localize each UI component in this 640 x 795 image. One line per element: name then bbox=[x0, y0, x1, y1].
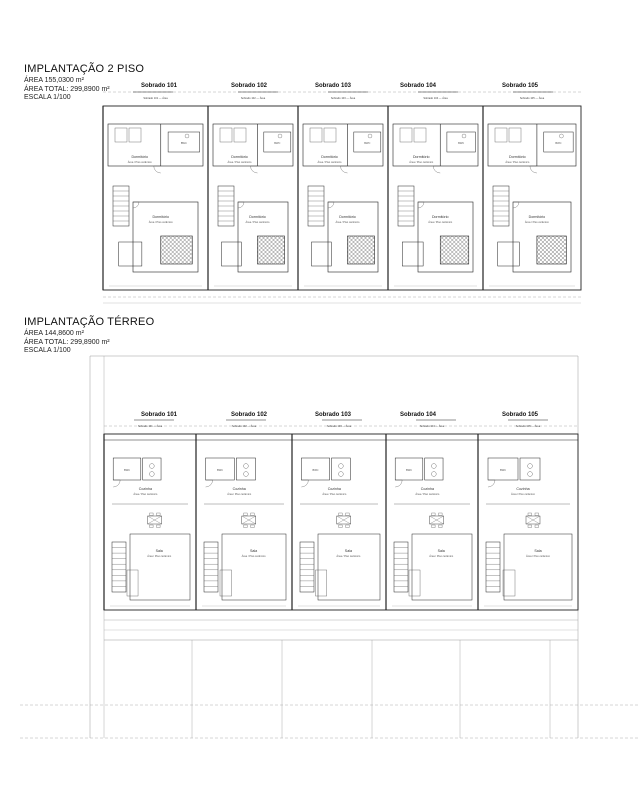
plan-rect bbox=[520, 458, 540, 480]
upper-unit-meta: Sobrado 104 — Área bbox=[423, 97, 448, 100]
door-swing bbox=[238, 202, 244, 208]
plan-rect bbox=[503, 570, 515, 596]
upper-room-back: Dormitório bbox=[339, 215, 356, 219]
plan-rect bbox=[432, 525, 436, 528]
upper-room-back: Dormitório bbox=[152, 215, 170, 219]
plan-rect bbox=[150, 513, 154, 516]
upper-room-front-sub: Área / Piso cerâmico bbox=[409, 161, 434, 164]
upper-bath-label: BWC bbox=[180, 142, 187, 145]
hatch-pattern bbox=[412, 236, 496, 264]
plan-rect bbox=[535, 513, 539, 516]
ground-unit-meta: Sobrado 101 — Área bbox=[137, 425, 163, 428]
ground-kitchen-label: Cozinha bbox=[232, 487, 246, 491]
upper-room-front-sub: Área / Piso cerâmico bbox=[127, 161, 152, 164]
ground-living-sub: Área / Piso cerâmico bbox=[241, 555, 266, 558]
plan-rect bbox=[150, 525, 154, 528]
upper-unit-103: Sobrado 103 bbox=[315, 83, 352, 89]
hatch-pattern bbox=[509, 236, 593, 264]
sink bbox=[528, 464, 533, 469]
door-swing bbox=[433, 166, 440, 173]
upper-floor-area: ÁREA 155,0300 m² bbox=[24, 77, 84, 84]
ground-unit-105: Sobrado 105 bbox=[502, 412, 539, 418]
plan-rect bbox=[119, 242, 142, 266]
plan-rect bbox=[204, 542, 218, 592]
plan-line bbox=[372, 236, 400, 264]
plan-rect bbox=[425, 458, 443, 480]
door-swing bbox=[251, 166, 258, 173]
upper-room-back-sub: Área / Piso cerâmico bbox=[428, 221, 453, 224]
sink bbox=[149, 472, 154, 477]
plan-rect bbox=[236, 458, 255, 480]
ground-kitchen-label: Cozinha bbox=[516, 487, 530, 491]
plan-rect bbox=[127, 570, 138, 596]
plan-line bbox=[230, 236, 258, 264]
plan-line bbox=[282, 236, 310, 264]
upper-room-front: Dormitório bbox=[231, 155, 248, 159]
plan-rect bbox=[439, 525, 443, 528]
ground-living-sub: Área / Piso cerâmico bbox=[336, 555, 361, 558]
plan-rect bbox=[486, 542, 500, 592]
plan-rect bbox=[504, 534, 572, 600]
ground-living-label: Sala bbox=[249, 549, 258, 553]
toilet bbox=[278, 134, 282, 138]
door-swing bbox=[513, 202, 519, 208]
plan-rect bbox=[244, 525, 248, 528]
plan-rect bbox=[331, 458, 350, 480]
ground-kitchen-sub: Área / Piso cerâmico bbox=[415, 493, 440, 496]
plan-rect bbox=[488, 124, 576, 166]
plan-rect bbox=[409, 570, 420, 596]
plan-rect bbox=[346, 525, 350, 528]
plan-rect bbox=[300, 542, 314, 592]
plan-line bbox=[282, 236, 310, 264]
upper-unit-105: Sobrado 105 bbox=[502, 83, 539, 89]
ground-floor-plan bbox=[20, 356, 640, 738]
ground-kitchen-sub: Área / Piso cerâmico bbox=[133, 493, 158, 496]
plan-rect bbox=[133, 202, 198, 272]
plan-rect bbox=[324, 128, 336, 142]
upper-unit-104 bbox=[388, 92, 496, 290]
upper-room-front: Dormitório bbox=[321, 155, 338, 159]
ground-floor-title: IMPLANTAÇÃO TÉRREO bbox=[24, 316, 155, 328]
sink bbox=[338, 464, 343, 469]
ground-unit-meta: Sobrado 104 — Área bbox=[419, 425, 445, 428]
upper-room-front-sub: Área / Piso cerâmico bbox=[317, 161, 342, 164]
plan-rect bbox=[412, 534, 472, 600]
ground-kitchen-label: Cozinha bbox=[420, 487, 434, 491]
upper-unit-101 bbox=[103, 92, 217, 290]
upper-unit-meta: Sobrado 102 — Área bbox=[240, 97, 266, 100]
upper-bath-label: BWC bbox=[364, 142, 371, 145]
plan-rect bbox=[310, 128, 322, 142]
ground-living-sub: Área / Piso cerâmico bbox=[429, 555, 454, 558]
plan-line bbox=[230, 236, 258, 264]
plan-line bbox=[320, 236, 348, 264]
plan-rect bbox=[528, 513, 532, 516]
plan-rect bbox=[509, 128, 521, 142]
plan-rect bbox=[394, 542, 408, 592]
plan-rect bbox=[535, 525, 539, 528]
door-swing bbox=[418, 202, 424, 208]
ground-bath-label: BWC bbox=[405, 469, 413, 472]
table-cross bbox=[337, 516, 351, 524]
upper-room-back: Dormitório bbox=[528, 215, 546, 219]
ground-unit-meta: Sobrado 103 — Área bbox=[326, 425, 352, 428]
plan-rect bbox=[251, 525, 255, 528]
plan-line bbox=[189, 236, 217, 264]
door-swing bbox=[206, 480, 213, 487]
ground-kitchen-label: Cozinha bbox=[327, 487, 341, 491]
plan-line bbox=[565, 236, 593, 264]
ground-living-label: Sala bbox=[344, 549, 353, 553]
door-swing bbox=[328, 202, 334, 208]
upper-unit-102 bbox=[208, 92, 310, 290]
plan-rect bbox=[157, 525, 161, 528]
upper-bath-label: BWC bbox=[555, 142, 562, 145]
upper-bath-label: BWC bbox=[458, 142, 465, 145]
upper-room-front: Dormitório bbox=[131, 155, 149, 159]
plan-rect bbox=[312, 242, 332, 266]
plan-rect bbox=[346, 513, 350, 516]
ground-bath-label: BWC bbox=[123, 469, 131, 472]
plan-line bbox=[189, 236, 217, 264]
sink bbox=[431, 472, 436, 477]
door-swing bbox=[488, 480, 495, 487]
plan-rect bbox=[129, 128, 141, 142]
upper-floor-title: IMPLANTAÇÃO 2 PISO bbox=[24, 63, 145, 75]
door-swing bbox=[154, 166, 161, 173]
ground-kitchen-label: Cozinha bbox=[138, 487, 152, 491]
table-cross bbox=[430, 516, 444, 524]
plan-line bbox=[468, 236, 496, 264]
plan-rect bbox=[108, 124, 203, 166]
toilet bbox=[462, 134, 466, 138]
toilet bbox=[559, 134, 563, 138]
ground-unit-104 bbox=[386, 420, 472, 610]
plan-rect bbox=[222, 242, 242, 266]
ground-kitchen-sub: Área / Piso cerâmico bbox=[511, 493, 535, 496]
sink bbox=[528, 472, 533, 477]
ground-bath-label: BWC bbox=[312, 469, 319, 472]
upper-room-back: Dormitório bbox=[431, 215, 449, 219]
ground-kitchen-sub: Área / Piso cerâmico bbox=[322, 493, 347, 496]
ground-kitchen-sub: Área / Piso cerâmico bbox=[227, 493, 252, 496]
plan-rect bbox=[103, 106, 581, 290]
plan-rect bbox=[439, 513, 443, 516]
ground-living-sub: Área / Piso cerâmico bbox=[526, 555, 550, 558]
plan-rect bbox=[157, 513, 161, 516]
upper-floor-scale: ESCALA 1/100 bbox=[24, 94, 71, 101]
upper-room-front-sub: Área / Piso cerâmico bbox=[505, 161, 530, 164]
sink bbox=[431, 464, 436, 469]
ground-unit-105 bbox=[478, 420, 572, 610]
plan-rect bbox=[418, 202, 473, 272]
ground-unit-meta: Sobrado 105 — Área bbox=[515, 425, 541, 428]
door-swing bbox=[133, 202, 139, 208]
upper-room-back-sub: Área / Piso cerâmico bbox=[335, 221, 360, 224]
ground-floor-scale: ESCALA 1/100 bbox=[24, 347, 71, 354]
door-swing bbox=[395, 480, 402, 487]
sink bbox=[244, 472, 249, 477]
plan-rect bbox=[528, 525, 532, 528]
plan-rect bbox=[220, 128, 232, 142]
ground-unit-101 bbox=[104, 420, 190, 610]
toilet bbox=[185, 134, 189, 138]
plan-line bbox=[133, 236, 161, 264]
upper-room-back-sub: Área / Piso cerâmico bbox=[245, 221, 270, 224]
plan-rect bbox=[143, 458, 161, 480]
plan-rect bbox=[234, 128, 246, 142]
plan-line bbox=[565, 236, 593, 264]
plan-line bbox=[372, 236, 400, 264]
plan-rect bbox=[213, 124, 293, 166]
door-swing bbox=[341, 166, 348, 173]
plan-rect bbox=[339, 513, 343, 516]
ground-living-label: Sala bbox=[534, 549, 542, 553]
door-swing bbox=[530, 166, 537, 173]
plan-line bbox=[133, 236, 161, 264]
plan-rect bbox=[393, 124, 478, 166]
plan-rect bbox=[115, 128, 127, 142]
plan-rect bbox=[104, 434, 578, 610]
door-swing bbox=[113, 480, 120, 487]
table-cross bbox=[242, 516, 256, 524]
plan-line bbox=[412, 236, 440, 264]
table-cross bbox=[526, 516, 540, 524]
upper-unit-105 bbox=[483, 92, 593, 290]
plan-rect bbox=[316, 570, 327, 596]
ground-unit-102 bbox=[196, 420, 286, 610]
ground-bath-label: BWC bbox=[216, 469, 224, 472]
door-swing bbox=[301, 480, 308, 487]
ground-floor-total-area: ÁREA TOTAL: 299,8900 m² bbox=[24, 338, 110, 346]
ground-living-label: Sala bbox=[437, 549, 445, 553]
upper-unit-meta: Sobrado 101 — Área bbox=[143, 97, 168, 100]
upper-unit-101: Sobrado 101 bbox=[141, 83, 178, 89]
ground-unit-104: Sobrado 104 bbox=[400, 412, 437, 418]
sink bbox=[244, 464, 249, 469]
plan-rect bbox=[303, 124, 383, 166]
ground-living-label: Sala bbox=[155, 549, 163, 553]
upper-bath-label: BWC bbox=[274, 142, 281, 145]
sink bbox=[149, 464, 154, 469]
plan-rect bbox=[432, 513, 436, 516]
ground-unit-102: Sobrado 102 bbox=[231, 412, 268, 418]
upper-floor-total-area: ÁREA TOTAL: 299,8900 m² bbox=[24, 85, 110, 93]
plan-rect bbox=[251, 513, 255, 516]
ground-living-sub: Área / Piso cerâmico bbox=[147, 555, 172, 558]
plan-rect bbox=[318, 534, 380, 600]
upper-unit-103 bbox=[298, 92, 400, 290]
plan-rect bbox=[495, 128, 507, 142]
upper-room-front: Dormitório bbox=[509, 155, 526, 159]
ground-unit-meta: Sobrado 102 — Área bbox=[231, 425, 257, 428]
plan-rect bbox=[244, 513, 248, 516]
upper-floor-plan bbox=[103, 92, 593, 303]
upper-unit-104: Sobrado 104 bbox=[400, 83, 437, 89]
ground-unit-103: Sobrado 103 bbox=[315, 412, 352, 418]
ground-unit-103 bbox=[292, 420, 380, 610]
upper-unit-meta: Sobrado 105 — Área bbox=[519, 97, 545, 100]
upper-room-back-sub: Área / Piso cerâmico bbox=[524, 221, 549, 224]
plan-rect bbox=[339, 525, 343, 528]
upper-room-front-sub: Área / Piso cerâmico bbox=[227, 161, 252, 164]
upper-room-back-sub: Área / Piso cerâmico bbox=[148, 221, 173, 224]
table-cross bbox=[148, 516, 162, 524]
ground-bath-label: BWC bbox=[499, 469, 507, 472]
plan-rect bbox=[400, 128, 412, 142]
plan-line bbox=[412, 236, 440, 264]
upper-unit-102: Sobrado 102 bbox=[231, 83, 268, 89]
toilet bbox=[368, 134, 372, 138]
plan-rect bbox=[402, 242, 423, 266]
plan-rect bbox=[220, 570, 232, 596]
plan-line bbox=[320, 236, 348, 264]
plan-rect bbox=[130, 534, 190, 600]
plan-rect bbox=[498, 242, 520, 266]
plan-rect bbox=[414, 128, 426, 142]
upper-room-back: Dormitório bbox=[249, 215, 266, 219]
plan-line bbox=[468, 236, 496, 264]
plan-rect bbox=[112, 542, 126, 592]
upper-unit-meta: Sobrado 103 — Área bbox=[330, 97, 356, 100]
sink bbox=[338, 472, 343, 477]
ground-floor-area: ÁREA 144,8600 m² bbox=[24, 330, 84, 337]
ground-unit-101: Sobrado 101 bbox=[141, 412, 178, 418]
hatch-pattern bbox=[133, 236, 217, 264]
upper-room-front: Dormitório bbox=[412, 155, 430, 159]
